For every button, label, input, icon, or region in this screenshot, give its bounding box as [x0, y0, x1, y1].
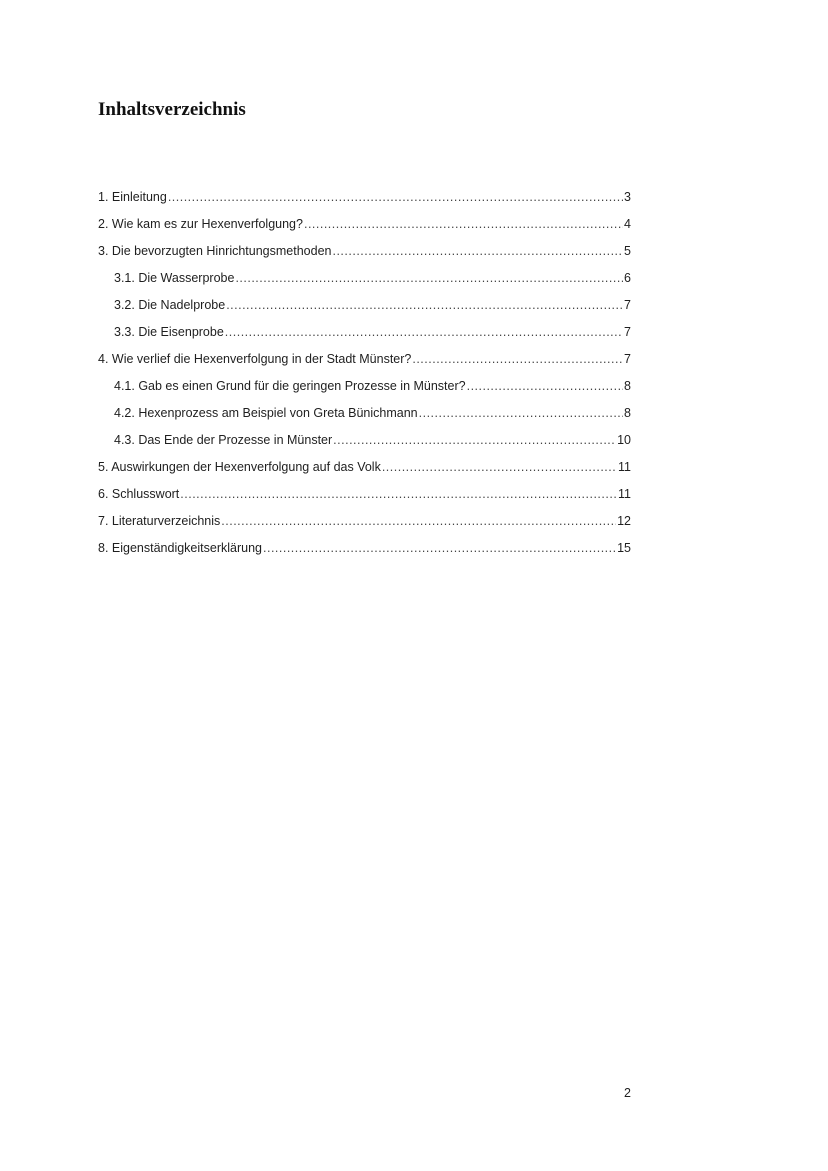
toc-entry-page: 7 — [624, 298, 631, 312]
toc-entry-label: 8. Eigenständigkeitserklärung — [98, 541, 262, 555]
toc-entry[interactable] — [98, 454, 631, 481]
toc-entry-page: 6 — [624, 271, 631, 285]
toc-dot-leader — [168, 184, 623, 211]
toc-entry[interactable] — [98, 535, 631, 562]
toc-entry-label: 4. Wie verlief die Hexenverfolgung in der Stadt Münster? — [98, 352, 412, 366]
toc-entry-page: 15 — [617, 541, 631, 555]
toc-subentry[interactable] — [98, 319, 631, 346]
toc-entry-page: 8 — [624, 406, 631, 420]
toc-entry-label: 2. Wie kam es zur Hexenverfolgung? — [98, 217, 303, 231]
toc-dot-leader — [382, 454, 617, 481]
toc-entry-page: 11 — [618, 487, 631, 501]
toc-entry-page: 8 — [624, 379, 631, 393]
toc-entry[interactable] — [98, 481, 631, 508]
toc-subentry[interactable] — [98, 427, 631, 454]
toc-entry-label: 3.2. Die Nadelprobe — [114, 298, 226, 312]
toc-entry-label: 4.3. Das Ende der Prozesse in Münster — [114, 433, 333, 447]
toc-entry-page: 7 — [624, 325, 631, 339]
toc-entry-page: 4 — [624, 217, 631, 231]
toc-entry-label: 4.2. Hexenprozess am Beispiel von Greta Bünichmann — [114, 406, 418, 420]
toc-entry-label: 3.1. Die Wasserprobe — [114, 271, 235, 285]
toc-subentry[interactable] — [98, 400, 631, 427]
toc-entry-page: 5 — [624, 244, 631, 258]
toc-dot-leader — [332, 238, 623, 265]
toc-dot-leader — [412, 346, 623, 373]
toc-entry-label: 6. Schlusswort — [98, 487, 180, 501]
page-title: Inhaltsverzeichnis — [98, 99, 246, 120]
toc-entry-page: 7 — [624, 352, 631, 366]
toc-dot-leader — [225, 319, 623, 346]
toc-dot-leader — [180, 481, 617, 508]
toc-dot-leader — [467, 373, 623, 400]
toc-dot-leader — [226, 292, 623, 319]
page-number: 2 — [624, 1086, 631, 1100]
toc-subentry[interactable] — [98, 373, 631, 400]
toc-entry[interactable] — [98, 238, 631, 265]
table-of-contents — [98, 184, 631, 562]
toc-dot-leader — [221, 508, 616, 535]
toc-entry[interactable] — [98, 508, 631, 535]
toc-entry[interactable] — [98, 211, 631, 238]
toc-entry-page: 10 — [617, 433, 631, 447]
toc-entry-page: 12 — [617, 514, 631, 528]
toc-dot-leader — [263, 535, 616, 562]
toc-entry-page: 3 — [624, 190, 631, 204]
toc-entry-label: 7. Literaturverzeichnis — [98, 514, 221, 528]
toc-subentry[interactable] — [98, 265, 631, 292]
toc-dot-leader — [235, 265, 623, 292]
toc-entry-label: 4.1. Gab es einen Grund für die geringen Prozesse in Münster? — [114, 379, 466, 393]
toc-entry-label: 5. Auswirkungen der Hexenverfolgung auf das Volk — [98, 460, 381, 474]
toc-entry-label: 1. Einleitung — [98, 190, 167, 204]
toc-subentry[interactable] — [98, 292, 631, 319]
toc-dot-leader — [304, 211, 623, 238]
toc-entry[interactable] — [98, 184, 631, 211]
toc-entry-page: 11 — [618, 460, 631, 474]
toc-entry-label: 3.3. Die Eisenprobe — [114, 325, 224, 339]
toc-entry-label: 3. Die bevorzugten Hinrichtungsmethoden — [98, 244, 332, 258]
toc-dot-leader — [333, 427, 616, 454]
toc-dot-leader — [419, 400, 623, 427]
toc-entry[interactable] — [98, 346, 631, 373]
